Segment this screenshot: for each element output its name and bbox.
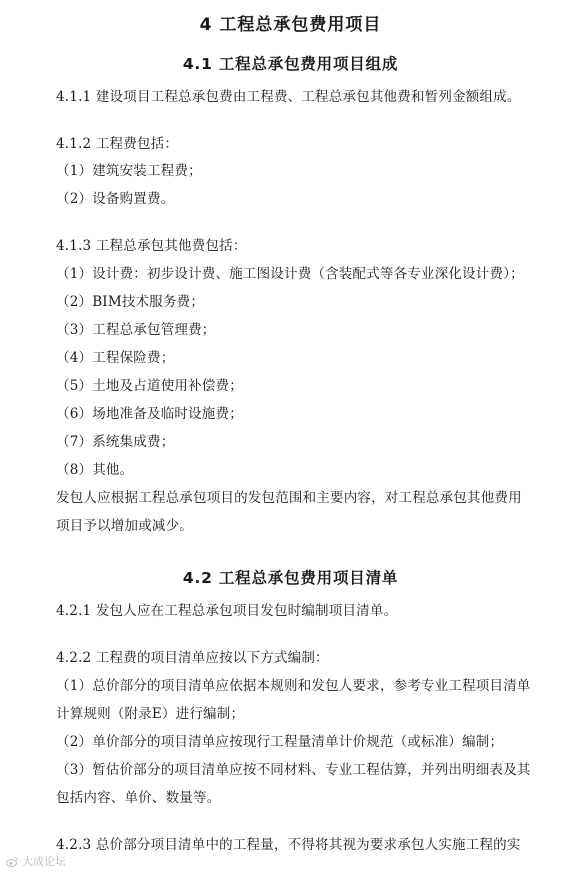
- paragraph-line: 项目予以增加或减少。: [56, 518, 193, 534]
- clause-4-1-2: 4.1.2 工程费包括：: [56, 136, 179, 152]
- list-item: （4）工程保险费；: [56, 350, 175, 366]
- list-item: （2）设备购置费。: [56, 191, 175, 207]
- list-item: （1）设计费：初步设计费、施工图设计费（含装配式等各专业深化设计费）；: [56, 266, 524, 282]
- watermark: [6, 853, 66, 869]
- list-item: （7）系统集成费；: [56, 434, 175, 450]
- clause-4-2-2: 4.2.2 工程费的项目清单应按以下方式编制：: [56, 650, 329, 666]
- paragraph-line: （3）暂估价部分的项目清单应按不同材料、专业工程估算，并列出明细表及其: [56, 762, 531, 778]
- watermark-text: 大成论坛: [22, 855, 66, 868]
- clause-4-2-1: 4.2.1 发包人应在工程总承包项目发包时编制项目清单。: [56, 603, 398, 619]
- list-item: （3）工程总承包管理费；: [56, 322, 216, 338]
- paragraph-line: （1）总价部分的项目清单应依据本规则和发包人要求，参考专业工程项目清单: [56, 678, 531, 694]
- clause-4-1-3: 4.1.3 工程总承包其他费包括：: [56, 238, 247, 254]
- section-title-4-2: 4.2 工程总承包费用项目清单: [182, 569, 399, 587]
- list-item: （8）其他。: [56, 462, 134, 478]
- paragraph-line: 包括内容、单价、数量等。: [56, 790, 221, 806]
- weibo-icon: [6, 856, 19, 867]
- list-item: （6）场地准备及临时设施费；: [56, 406, 243, 422]
- paragraph-line: 发包人应根据工程总承包项目的发包范围和主要内容，对工程总承包其他费用: [56, 490, 522, 506]
- list-item: （1）建筑安装工程费；: [56, 163, 202, 179]
- clause-4-2-3: 4.2.3 总价部分项目清单中的工程量，不得将其视为要求承包人实施工程的实: [56, 837, 521, 853]
- paragraph-line: 计算规则（附录E）进行编制；: [56, 706, 245, 722]
- list-item: （2）BIM技术服务费；: [56, 294, 205, 310]
- paragraph-line: （2）单价部分的项目清单应按现行工程量清单计价规范（或标准）编制；: [56, 734, 504, 750]
- clause-4-1-1: 4.1.1 建设项目工程总承包费由工程费、工程总承包其他费和暂列金额组成。: [56, 89, 521, 105]
- section-title-4-1: 4.1 工程总承包费用项目组成: [182, 55, 399, 73]
- list-item: （5）土地及占道使用补偿费；: [56, 378, 243, 394]
- chapter-heading: 4 工程总承包费用项目: [199, 15, 382, 35]
